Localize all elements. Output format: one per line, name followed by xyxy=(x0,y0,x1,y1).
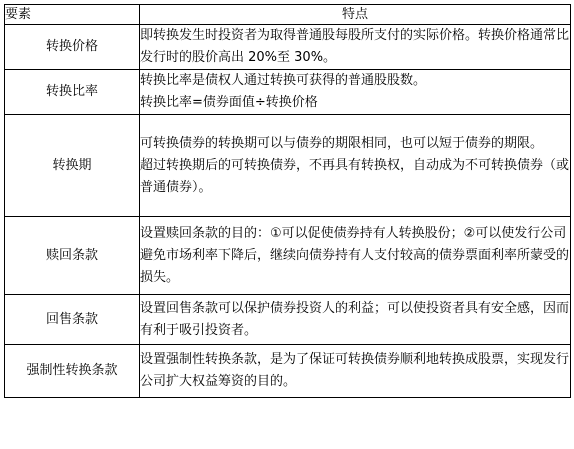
feature-cell xyxy=(140,70,571,115)
table-row xyxy=(5,217,571,295)
element-cell: 回售条款 xyxy=(5,295,140,345)
feature-text: 设置强制性转换条款，是为了保证可转换债券顺利地转换成股票，实现发行公司扩大权益筹资的目的。 xyxy=(140,352,570,389)
table-row xyxy=(5,25,571,70)
feature-text: 即转换发生时投资者为取得普通股每股所支付的实际价格。转换价格通常比发行时的股价高出 20%至 30%。 xyxy=(140,28,570,65)
feature-cell xyxy=(140,217,571,295)
feature-text: 设置回售条款可以保护债券投资人的利益；可以使投资者具有安全感，因而有利于吸引投资者。 xyxy=(140,300,570,338)
header-element: 要素 xyxy=(5,5,140,25)
feature-cell xyxy=(140,295,571,345)
element-cell: 强制性转换条款 xyxy=(5,345,140,398)
feature-text: 转换比率是债权人通过转换可获得的普通股股数。 xyxy=(140,73,427,88)
header-row xyxy=(5,5,571,25)
feature-cell xyxy=(140,115,571,217)
header-feature: 特点 xyxy=(140,5,571,25)
feature-cell xyxy=(140,345,571,398)
features-table xyxy=(4,4,571,398)
element-cell: 转换价格 xyxy=(5,25,140,70)
feature-text: 设置赎回条款的目的：①可以促使债券持有人转换股份；②可以使发行公司避免市场利率下降后，继续向债券持有人支付较高的债券票面利率所蒙受的损失。 xyxy=(140,225,570,285)
element-cell: 转换比率 xyxy=(5,70,140,115)
table-row xyxy=(5,345,571,398)
table-row xyxy=(5,295,571,345)
table-row xyxy=(5,115,571,217)
feature-text: 超过转换期后的可转换债券，不再具有转换权，自动成为不可转换债券（或普通债券）。 xyxy=(140,157,570,195)
element-cell: 赎回条款 xyxy=(5,217,140,295)
table-row xyxy=(5,70,571,115)
feature-text: 转换比率=债券面值÷转换价格 xyxy=(140,95,318,110)
element-cell: 转换期 xyxy=(5,115,140,217)
feature-text: 可转换债券的转换期可以与债券的期限相同，也可以短于债券的期限。 xyxy=(140,135,544,151)
feature-cell xyxy=(140,25,571,70)
